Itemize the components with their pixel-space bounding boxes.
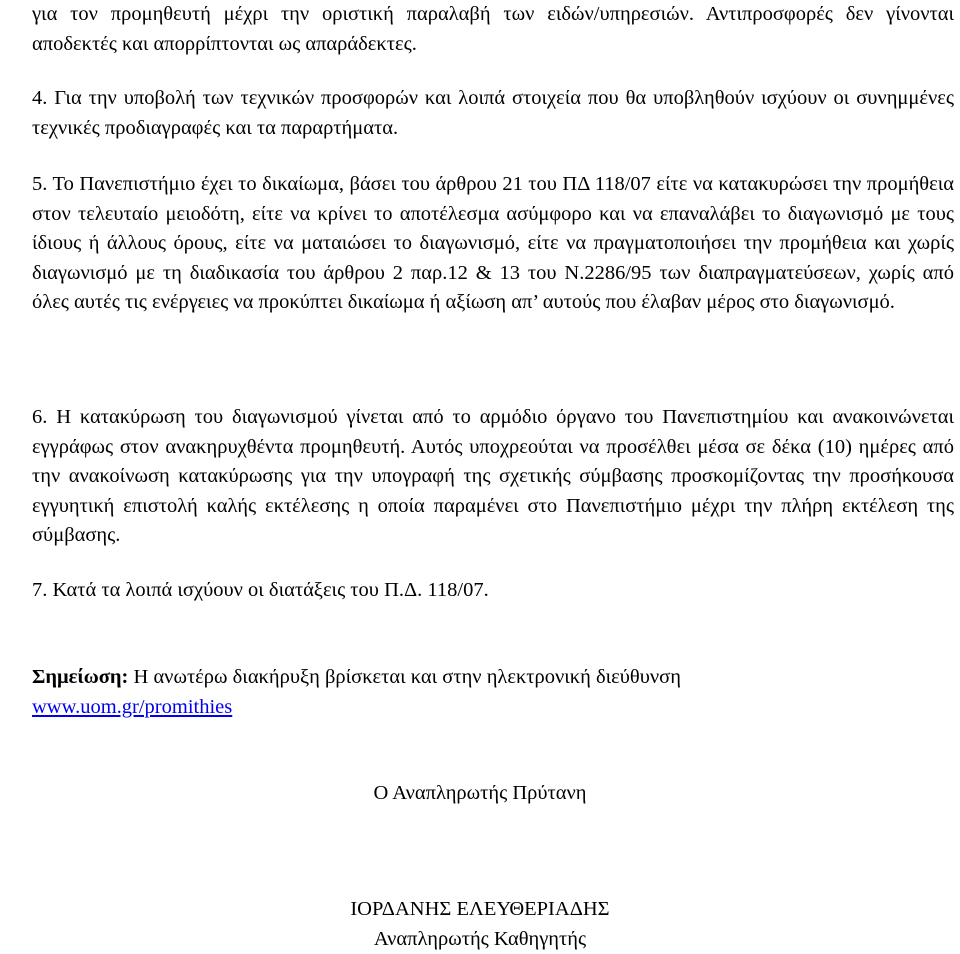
paragraph-6-text: Η κατακύρωση του διαγωνισμού γίνεται από το αρμόδιο όργανο του Πανεπιστημίου και ανακοινώνεται εγγράφως στον ανακηρυχθέντα προμηθευτή. Αυτός υποχρεούται να προσέλθει μέσα σε δέκα (10) ημέρες από την ανακοίνωση κατακύρωσης για την υπογραφή της σχετικής σύμβασης προσκομίζοντας την προσήκουσα εγγυητική επιστολή καλής εκτέλεσης η οποία παραμένει στο Πανεπιστήμιο μέχρι την πλήρη εκτέλεση της σύμβασης.: [32, 406, 955, 546]
note-block: [32, 662, 932, 722]
paragraph-4-text: Για την υποβολή των τεχνικών προσφορών και λοιπά στοιχεία που θα υποβληθούν ισχύουν οι συνημμένες τεχνικές προδιαγραφές και τα παραρτήματα.: [32, 87, 954, 139]
website-link[interactable]: www.uom.gr/promithies: [32, 696, 233, 718]
paragraph-5-number: 5.: [32, 173, 48, 195]
paragraph-5: [32, 170, 954, 318]
paragraph-7-text: Κατά τα λοιπά ισχύουν οι διατάξεις του Π.Δ. 118/07.: [52, 579, 489, 601]
signature-name: ΙΟΡΔΑΝΗΣ ΕΛΕΥΘΕΡΙΑΔΗΣ: [350, 898, 610, 920]
signature-role: Ο Αναπληρωτής Πρύτανη: [373, 782, 587, 804]
paragraph-7: [32, 576, 954, 606]
paragraph-4: [32, 84, 954, 143]
paragraph-continuation: [32, 0, 954, 59]
note-label: Σημείωση:: [32, 666, 129, 688]
paragraph-6-number: 6.: [32, 406, 48, 428]
paragraph-4-number: 4.: [32, 87, 48, 109]
paragraph-continuation-text: για τον προμηθευτή μέχρι την οριστική παραλαβή των ειδών/υπηρεσιών. Αντιπροσφορές δεν γίνονται αποδεκτές και απορρίπτονται ως απαράδεκτες.: [32, 3, 954, 55]
signature-title: Αναπληρωτής Καθηγητής: [373, 928, 587, 950]
paragraph-5-text: Το Πανεπιστήμιο έχει το δικαίωμα, βάσει του άρθρου 21 του ΠΔ 118/07 είτε να κατακυρώσει την προμήθεια στον τελευταίο μειοδότη, είτε να κρίνει το αποτέλεσμα ασύμφορο και να επαναλάβει το διαγωνισμό με τους ίδιους ή άλλους όρους, είτε να ματαιώσει το διαγωνισμό, είτε να πραγματοποιήσει την προμήθεια και χωρίς διαγωνισμό με τη διαδικασία του άρθρου 2 παρ.12 & 13 του Ν.2286/95 των διαπραγματεύσεων, χωρίς από όλες αυτές τις ενέργειες να προκύπτει δικαίωμα ή αξίωση απ’ αυτούς που έλαβαν μέρος στο διαγωνισμό.: [32, 173, 954, 313]
paragraph-6: [32, 403, 954, 551]
note-text: Η ανωτέρω διακήρυξη βρίσκεται και στην ηλεκτρονική διεύθυνση: [133, 666, 681, 688]
paragraph-7-number: 7.: [32, 579, 48, 601]
